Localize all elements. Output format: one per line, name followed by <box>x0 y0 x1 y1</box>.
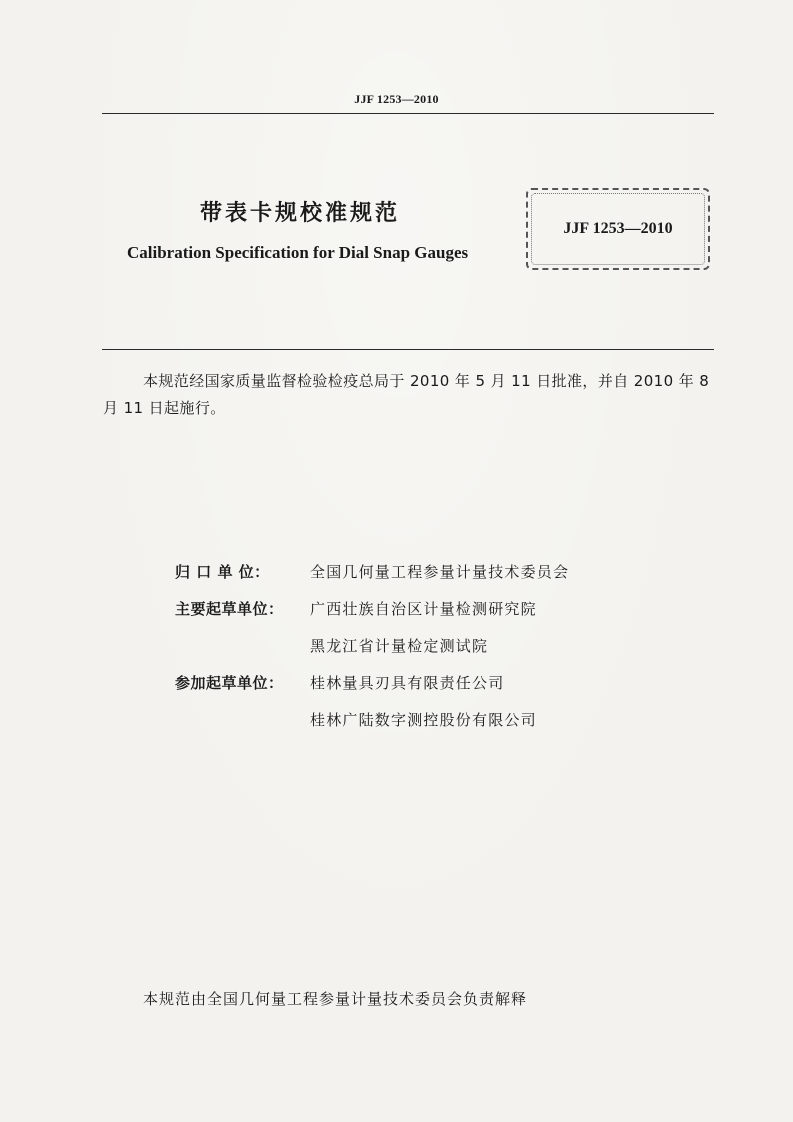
header-rule <box>102 113 714 114</box>
unit-row-main-drafting <box>175 590 569 627</box>
drafting-units <box>175 553 569 738</box>
title-english: Calibration Specification for Dial Snap Gauges <box>127 243 469 262</box>
unit-row-participating-cont <box>175 701 569 738</box>
unit-value-main-drafting-2: 黑龙江省计量检定测试院 <box>310 637 489 655</box>
unit-row-participating <box>175 664 569 701</box>
title-rule <box>102 349 714 350</box>
unit-row-responsible <box>175 553 569 590</box>
unit-value-responsible: 全国几何量工程参量计量技术委员会 <box>310 563 570 581</box>
unit-value-participating-2: 桂林广陆数字测控股份有限公司 <box>310 711 537 729</box>
standard-code-box-text: JJF 1253—2010 <box>563 220 673 237</box>
unit-label-responsible: 归 口 单 位： <box>175 563 270 581</box>
unit-row-main-drafting-cont <box>175 627 569 664</box>
unit-value-main-drafting-1: 广西壮族自治区计量检测研究院 <box>310 600 537 618</box>
interpretation-note: 本规范由全国几何量工程参量计量技术委员会负责解释 <box>143 990 528 1008</box>
title-chinese: 带表卡规校准规范 <box>200 201 401 226</box>
unit-value-participating-1: 桂林量具刃具有限责任公司 <box>310 674 505 692</box>
unit-label-participating: 参加起草单位： <box>175 674 284 692</box>
approval-statement: 本规范经国家质量监督检验检疫总局于 2010 年 5 月 11 日批准，并自 2010 年 8 月 11 日起施行。 <box>103 372 710 417</box>
unit-label-main-drafting: 主要起草单位： <box>175 600 284 618</box>
header-standard-code: JJF 1253—2010 <box>354 92 439 106</box>
standard-code-box <box>526 188 710 270</box>
